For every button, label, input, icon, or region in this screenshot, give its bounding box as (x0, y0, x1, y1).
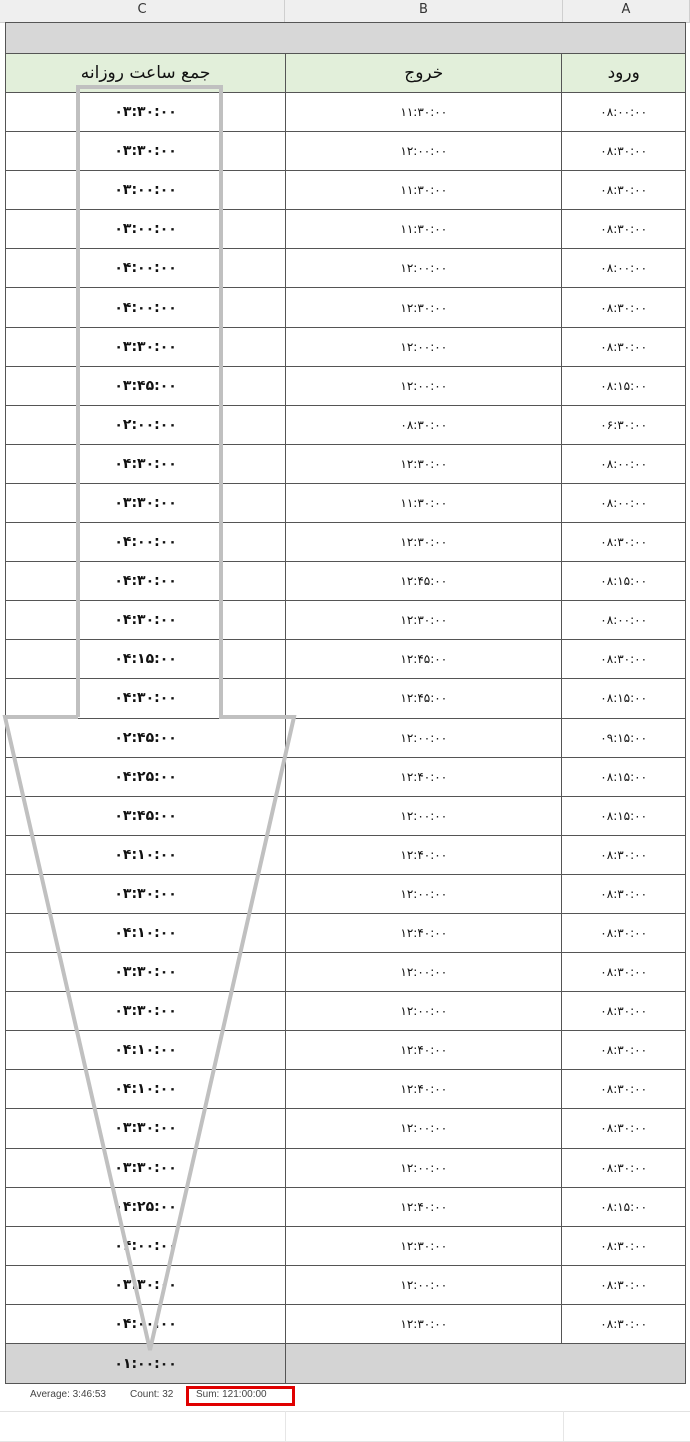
entry-time-cell[interactable]: ۰۸:۱۵:۰۰ (600, 1199, 648, 1214)
entry-time-cell[interactable]: ۰۸:۳۰:۰۰ (600, 965, 648, 980)
daily-total-cell[interactable]: ۰۴:۳۰:۰۰ (114, 573, 177, 590)
table-row (5, 914, 686, 953)
daily-total-cell[interactable]: ۰۴:۳۰:۰۰ (114, 690, 177, 707)
exit-time-cell[interactable]: ۱۲:۴۰:۰۰ (285, 836, 562, 874)
exit-time-cell[interactable]: ۱۱:۳۰:۰۰ (285, 93, 562, 131)
daily-total-cell[interactable]: ۰۳:۰۰:۰۰ (114, 182, 177, 199)
table-row (5, 445, 686, 484)
exit-time-cell[interactable]: ۱۲:۰۰:۰۰ (285, 249, 562, 287)
entry-time-cell[interactable]: ۰۸:۳۰:۰۰ (600, 1082, 648, 1097)
total-cell-a[interactable] (562, 1344, 685, 1383)
data-rows (5, 93, 686, 1344)
table-row (5, 601, 686, 640)
entry-time-cell[interactable]: ۰۸:۳۰:۰۰ (600, 926, 648, 941)
entry-time-cell[interactable]: ۰۸:۱۵:۰۰ (600, 574, 648, 589)
daily-total-cell[interactable]: ۰۳:۳۰:۰۰ (114, 885, 177, 902)
exit-time-cell[interactable]: ۱۲:۴۵:۰۰ (285, 562, 562, 600)
daily-total-cell[interactable]: ۰۲:۴۵:۰۰ (114, 729, 177, 746)
exit-time-cell[interactable]: ۰۸:۳۰:۰۰ (285, 406, 562, 444)
daily-total-cell[interactable]: ۰۴:۱۰:۰۰ (114, 846, 177, 863)
column-header-b[interactable]: B (285, 0, 563, 22)
table-row (5, 992, 686, 1031)
table-row (5, 1305, 686, 1344)
exit-time-cell[interactable]: ۱۱:۳۰:۰۰ (285, 171, 562, 209)
daily-total-cell[interactable]: ۰۴:۲۵:۰۰ (114, 768, 177, 785)
status-sum: Sum: 121:00:00 (196, 1389, 267, 1400)
exit-time-cell[interactable]: ۱۲:۰۰:۰۰ (285, 992, 562, 1030)
table-row (5, 953, 686, 992)
entry-time-cell[interactable]: ۰۸:۳۰:۰۰ (600, 183, 648, 198)
exit-time-cell[interactable]: ۱۲:۳۰:۰۰ (285, 1227, 562, 1265)
entry-time-cell[interactable]: ۰۸:۳۰:۰۰ (600, 847, 648, 862)
daily-total-cell[interactable]: ۰۳:۳۰:۰۰ (114, 1159, 177, 1176)
table-row (5, 406, 686, 445)
daily-total-cell[interactable]: ۰۴:۳۰:۰۰ (114, 612, 177, 629)
empty-grid-row (0, 1411, 690, 1442)
exit-time-cell[interactable]: ۱۲:۴۰:۰۰ (285, 1031, 562, 1069)
entry-time-cell[interactable]: ۰۸:۳۰:۰۰ (600, 886, 648, 901)
table-row (5, 1266, 686, 1305)
exit-time-cell[interactable]: ۱۲:۰۰:۰۰ (285, 367, 562, 405)
status-count: Count: 32 (130, 1389, 174, 1400)
table-row (5, 1188, 686, 1227)
exit-time-cell[interactable]: ۱۲:۰۰:۰۰ (285, 1266, 562, 1304)
exit-time-cell[interactable]: ۱۲:۴۰:۰۰ (285, 914, 562, 952)
exit-time-cell[interactable]: ۱۲:۳۰:۰۰ (285, 523, 562, 561)
table-row (5, 1227, 686, 1266)
exit-time-cell[interactable]: ۱۲:۰۰:۰۰ (285, 1109, 562, 1147)
total-row (5, 1344, 686, 1384)
daily-total-cell[interactable]: ۰۳:۳۰:۰۰ (114, 1120, 177, 1137)
entry-time-cell[interactable]: ۰۸:۱۵:۰۰ (600, 691, 648, 706)
header-cell-daily-total[interactable]: جمع ساعت روزانه (80, 63, 211, 83)
column-header-c[interactable]: C (0, 0, 285, 22)
daily-total-cell[interactable]: ۰۴:۱۰:۰۰ (114, 925, 177, 942)
exit-time-cell[interactable]: ۱۲:۴۵:۰۰ (285, 679, 562, 717)
entry-time-cell[interactable]: ۰۸:۳۰:۰۰ (600, 1238, 648, 1253)
entry-time-cell[interactable]: ۰۶:۳۰:۰۰ (600, 417, 648, 432)
table-row (5, 836, 686, 875)
exit-time-cell[interactable]: ۱۲:۰۰:۰۰ (285, 719, 562, 757)
daily-total-cell[interactable]: ۰۳:۰۰:۰۰ (114, 221, 177, 238)
entry-time-cell[interactable]: ۰۸:۳۰:۰۰ (600, 652, 648, 667)
status-bar (0, 1381, 690, 1412)
exit-time-cell[interactable]: ۱۱:۳۰:۰۰ (285, 484, 562, 522)
exit-time-cell[interactable]: ۱۲:۳۰:۰۰ (285, 288, 562, 326)
entry-time-cell[interactable]: ۰۸:۰۰:۰۰ (600, 495, 648, 510)
entry-time-cell[interactable]: ۰۸:۳۰:۰۰ (600, 1121, 648, 1136)
daily-total-cell[interactable]: ۰۴:۱۰:۰۰ (114, 1081, 177, 1098)
entry-time-cell[interactable]: ۰۸:۰۰:۰۰ (600, 105, 648, 120)
exit-time-cell[interactable]: ۱۲:۰۰:۰۰ (285, 953, 562, 991)
entry-time-cell[interactable]: ۰۸:۳۰:۰۰ (600, 535, 648, 550)
exit-time-cell[interactable]: ۱۲:۴۰:۰۰ (285, 1070, 562, 1108)
daily-total-cell[interactable]: ۰۴:۱۰:۰۰ (114, 1042, 177, 1059)
entry-time-cell[interactable]: ۰۸:۳۰:۰۰ (600, 144, 648, 159)
table-row (5, 797, 686, 836)
entry-time-cell[interactable]: ۰۸:۳۰:۰۰ (600, 1043, 648, 1058)
entry-time-cell[interactable]: ۰۸:۱۵:۰۰ (600, 769, 648, 784)
daily-total-cell[interactable]: ۰۴:۰۰:۰۰ (114, 260, 177, 277)
table-row (5, 1109, 686, 1148)
entry-time-cell[interactable]: ۰۸:۳۰:۰۰ (600, 222, 648, 237)
table-row (5, 171, 686, 210)
entry-time-cell[interactable]: ۰۸:۳۰:۰۰ (600, 300, 648, 315)
title-band[interactable] (5, 22, 686, 54)
spreadsheet-grid (5, 22, 686, 1384)
table-row (5, 288, 686, 327)
daily-total-cell[interactable]: ۰۴:۰۰:۰۰ (114, 1237, 177, 1254)
daily-total-cell[interactable]: ۰۴:۰۰:۰۰ (114, 1315, 177, 1332)
exit-time-cell[interactable]: ۱۲:۴۰:۰۰ (285, 1188, 562, 1226)
daily-total-cell[interactable]: ۰۴:۳۰:۰۰ (114, 455, 177, 472)
table-row (5, 132, 686, 171)
exit-time-cell[interactable]: ۱۲:۰۰:۰۰ (285, 875, 562, 913)
exit-time-cell[interactable]: ۱۱:۳۰:۰۰ (285, 210, 562, 248)
daily-total-cell[interactable]: ۰۳:۴۵:۰۰ (114, 807, 177, 824)
sum-highlight-box (186, 1386, 295, 1406)
table-row (5, 1149, 686, 1188)
total-cell-b[interactable] (285, 1344, 562, 1383)
exit-time-cell[interactable]: ۱۲:۳۰:۰۰ (285, 1305, 562, 1343)
status-average: Average: 3:46:53 (30, 1389, 106, 1400)
daily-total-cell[interactable]: ۰۳:۴۵:۰۰ (114, 377, 177, 394)
table-row (5, 562, 686, 601)
table-row (5, 523, 686, 562)
header-row (5, 54, 686, 93)
daily-total-cell[interactable]: ۰۴:۰۰:۰۰ (114, 534, 177, 551)
header-cell-exit[interactable]: خروج (285, 54, 562, 92)
daily-total-cell[interactable]: ۰۳:۳۰:۰۰ (114, 143, 177, 160)
table-row (5, 210, 686, 249)
entry-time-cell[interactable]: ۰۸:۳۰:۰۰ (600, 1004, 648, 1019)
table-row (5, 1070, 686, 1109)
daily-total-cell[interactable]: ۰۴:۲۵:۰۰ (114, 1198, 177, 1215)
table-row (5, 484, 686, 523)
table-row (5, 719, 686, 758)
exit-time-cell[interactable]: ۱۲:۳۰:۰۰ (285, 601, 562, 639)
table-row (5, 758, 686, 797)
daily-total-cell[interactable]: ۰۳:۳۰:۰۰ (114, 964, 177, 981)
table-row (5, 875, 686, 914)
table-row (5, 367, 686, 406)
column-header-bar (0, 0, 690, 23)
entry-time-cell[interactable]: ۰۸:۳۰:۰۰ (600, 1160, 648, 1175)
exit-time-cell[interactable]: ۱۲:۰۰:۰۰ (285, 797, 562, 835)
table-row (5, 1031, 686, 1070)
table-row (5, 640, 686, 679)
total-cell-sum[interactable]: ۰۱:۰۰:۰۰ (114, 1355, 177, 1372)
entry-time-cell[interactable]: ۰۸:۰۰:۰۰ (600, 261, 648, 276)
daily-total-cell[interactable]: ۰۳:۳۰:۰۰ (114, 104, 177, 121)
daily-total-cell[interactable]: ۰۳:۳۰:۰۰ (114, 1003, 177, 1020)
daily-total-cell[interactable]: ۰۳:۳۰:۰۰ (114, 494, 177, 511)
exit-time-cell[interactable]: ۱۲:۰۰:۰۰ (285, 328, 562, 366)
entry-time-cell[interactable]: ۰۸:۳۰:۰۰ (600, 1316, 648, 1331)
entry-time-cell[interactable]: ۰۸:۳۰:۰۰ (600, 1277, 648, 1292)
table-row (5, 93, 686, 132)
table-row (5, 249, 686, 288)
entry-time-cell[interactable]: ۰۸:۱۵:۰۰ (600, 378, 648, 393)
entry-time-cell[interactable]: ۰۸:۰۰:۰۰ (600, 456, 648, 471)
exit-time-cell[interactable]: ۱۲:۳۰:۰۰ (285, 445, 562, 483)
daily-total-cell[interactable]: ۰۳:۳۰:۰۰ (114, 338, 177, 355)
daily-total-cell[interactable]: ۰۴:۰۰:۰۰ (114, 299, 177, 316)
exit-time-cell[interactable]: ۱۲:۰۰:۰۰ (285, 132, 562, 170)
table-row (5, 328, 686, 367)
table-row (5, 679, 686, 718)
entry-time-cell[interactable]: ۰۹:۱۵:۰۰ (600, 730, 648, 745)
entry-time-cell[interactable]: ۰۸:۰۰:۰۰ (600, 613, 648, 628)
column-header-a[interactable]: A (563, 0, 690, 22)
exit-time-cell[interactable]: ۱۲:۰۰:۰۰ (285, 1149, 562, 1187)
entry-time-cell[interactable]: ۰۸:۳۰:۰۰ (600, 339, 648, 354)
header-cell-entry[interactable]: ورود (607, 63, 640, 83)
daily-total-cell[interactable]: ۰۴:۱۵:۰۰ (114, 651, 177, 668)
exit-time-cell[interactable]: ۱۲:۴۰:۰۰ (285, 758, 562, 796)
daily-total-cell[interactable]: ۰۳:۳۰:۰۰ (114, 1276, 177, 1293)
exit-time-cell[interactable]: ۱۲:۴۵:۰۰ (285, 640, 562, 678)
entry-time-cell[interactable]: ۰۸:۱۵:۰۰ (600, 808, 648, 823)
daily-total-cell[interactable]: ۰۲:۰۰:۰۰ (114, 416, 177, 433)
